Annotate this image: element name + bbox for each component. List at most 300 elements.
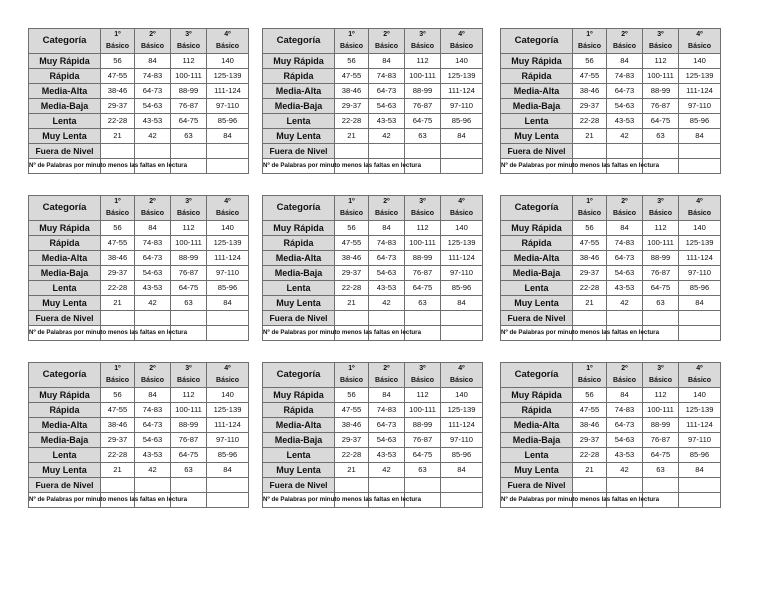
value-cell: 47-55 <box>335 236 369 251</box>
table-row <box>263 463 483 478</box>
grade-header-1 <box>101 363 135 388</box>
table-row <box>501 236 721 251</box>
category-label: Fuera de Nivel <box>501 144 573 159</box>
value-cell: 100-111 <box>405 236 441 251</box>
value-cell <box>335 144 369 159</box>
value-cell: 47-55 <box>101 69 135 84</box>
grade-ordinal: 2º <box>383 31 390 38</box>
category-label: Fuera de Nivel <box>501 478 573 493</box>
category-label: Muy Lenta <box>501 296 573 311</box>
category-label: Muy Lenta <box>501 129 573 144</box>
value-cell <box>607 311 643 326</box>
table-row <box>263 129 483 144</box>
category-label: Muy Lenta <box>29 296 101 311</box>
table-body <box>29 388 249 508</box>
empty-cell <box>679 493 721 508</box>
value-cell: 63 <box>171 129 207 144</box>
value-cell <box>369 144 405 159</box>
value-cell <box>101 144 135 159</box>
value-cell: 85-96 <box>441 448 483 463</box>
grade-level: Básico <box>688 43 711 50</box>
grade-header-3 <box>171 29 207 54</box>
value-cell: 43-53 <box>135 448 171 463</box>
grade-level: Básico <box>340 210 363 217</box>
table-body <box>263 221 483 341</box>
grade-header-4 <box>207 29 249 54</box>
value-cell: 38-46 <box>101 251 135 266</box>
value-cell: 84 <box>135 388 171 403</box>
grade-header-4 <box>207 196 249 221</box>
grade-header-1 <box>335 29 369 54</box>
value-cell: 88-99 <box>405 84 441 99</box>
table-row <box>29 114 249 129</box>
grade-ordinal: 2º <box>149 31 156 38</box>
value-cell: 47-55 <box>573 69 607 84</box>
value-cell: 64-75 <box>405 114 441 129</box>
value-cell: 88-99 <box>171 251 207 266</box>
value-cell: 54-63 <box>607 266 643 281</box>
grade-header-1 <box>335 363 369 388</box>
value-cell: 76-87 <box>171 266 207 281</box>
grade-level: Básico <box>216 377 239 384</box>
value-cell <box>679 478 721 493</box>
table-row <box>263 99 483 114</box>
grade-header-1 <box>573 363 607 388</box>
table-row <box>501 388 721 403</box>
value-cell: 56 <box>101 221 135 236</box>
table-row <box>263 403 483 418</box>
category-label: Muy Rápida <box>263 221 335 236</box>
table-row <box>263 84 483 99</box>
value-cell: 22-28 <box>573 281 607 296</box>
table-body <box>263 388 483 508</box>
value-cell: 56 <box>335 388 369 403</box>
footer-note: Nº de Palabras por minuto menos las faltas en lectura <box>263 493 335 508</box>
value-cell: 43-53 <box>607 114 643 129</box>
grade-ordinal: 1º <box>586 365 593 372</box>
grade-level: Básico <box>688 377 711 384</box>
value-cell: 84 <box>207 129 249 144</box>
value-cell: 111-124 <box>441 251 483 266</box>
value-cell: 112 <box>405 388 441 403</box>
table-row <box>29 418 249 433</box>
grade-ordinal: 3º <box>185 365 192 372</box>
footer-note: Nº de Palabras por minuto menos las faltas en lectura <box>29 159 101 174</box>
grade-header-1 <box>573 196 607 221</box>
value-cell: 56 <box>335 221 369 236</box>
value-cell: 64-75 <box>643 281 679 296</box>
grade-level: Básico <box>411 377 434 384</box>
value-cell: 125-139 <box>207 236 249 251</box>
grade-ordinal: 4º <box>224 198 231 205</box>
grade-header-3 <box>405 196 441 221</box>
value-cell: 97-110 <box>679 99 721 114</box>
table-row <box>501 281 721 296</box>
category-label: Muy Rápida <box>29 221 101 236</box>
value-cell: 74-83 <box>369 236 405 251</box>
reading-speed-table <box>28 362 249 508</box>
value-cell: 56 <box>101 388 135 403</box>
value-cell: 29-37 <box>101 266 135 281</box>
table-row <box>501 129 721 144</box>
header-row <box>263 29 483 54</box>
grade-level: Básico <box>106 377 129 384</box>
value-cell: 140 <box>679 221 721 236</box>
grade-header-2 <box>369 196 405 221</box>
value-cell: 47-55 <box>335 403 369 418</box>
value-cell <box>405 478 441 493</box>
value-cell: 63 <box>405 463 441 478</box>
value-cell: 22-28 <box>573 114 607 129</box>
table-row <box>501 114 721 129</box>
value-cell: 43-53 <box>607 448 643 463</box>
value-cell: 140 <box>207 54 249 69</box>
grade-level: Básico <box>649 210 672 217</box>
value-cell <box>101 311 135 326</box>
value-cell: 64-73 <box>135 418 171 433</box>
grade-level: Básico <box>141 43 164 50</box>
grade-level: Básico <box>340 377 363 384</box>
grade-header-3 <box>643 196 679 221</box>
footer-row <box>29 159 249 174</box>
value-cell: 84 <box>369 388 405 403</box>
value-cell <box>441 311 483 326</box>
value-cell: 76-87 <box>643 266 679 281</box>
value-cell: 84 <box>607 388 643 403</box>
grade-level: Básico <box>106 43 129 50</box>
category-label: Muy Lenta <box>263 296 335 311</box>
value-cell: 140 <box>441 54 483 69</box>
grade-ordinal: 1º <box>348 31 355 38</box>
value-cell: 85-96 <box>441 114 483 129</box>
grade-header-3 <box>405 363 441 388</box>
table-row <box>501 84 721 99</box>
value-cell <box>369 478 405 493</box>
table-row <box>263 266 483 281</box>
grade-ordinal: 3º <box>419 198 426 205</box>
table-body <box>29 54 249 174</box>
value-cell: 84 <box>207 296 249 311</box>
category-label: Rápida <box>501 69 573 84</box>
value-cell: 63 <box>405 129 441 144</box>
grade-header-2 <box>607 29 643 54</box>
value-cell <box>441 144 483 159</box>
value-cell: 140 <box>679 388 721 403</box>
value-cell: 84 <box>679 463 721 478</box>
value-cell: 42 <box>607 129 643 144</box>
value-cell: 125-139 <box>441 69 483 84</box>
value-cell: 76-87 <box>171 433 207 448</box>
value-cell: 97-110 <box>679 433 721 448</box>
footer-row <box>263 493 483 508</box>
category-label: Rápida <box>501 236 573 251</box>
value-cell: 84 <box>135 54 171 69</box>
value-cell <box>679 311 721 326</box>
category-header: Categoría <box>29 29 101 54</box>
category-label: Fuera de Nivel <box>29 311 101 326</box>
value-cell: 43-53 <box>135 114 171 129</box>
value-cell: 84 <box>369 221 405 236</box>
grade-level: Básico <box>216 210 239 217</box>
value-cell: 29-37 <box>573 266 607 281</box>
value-cell: 29-37 <box>335 266 369 281</box>
header-row <box>501 196 721 221</box>
value-cell: 63 <box>643 463 679 478</box>
value-cell <box>679 144 721 159</box>
value-cell: 111-124 <box>441 84 483 99</box>
table-row <box>501 54 721 69</box>
grade-header-3 <box>171 363 207 388</box>
grade-header-4 <box>441 29 483 54</box>
table-row <box>29 266 249 281</box>
table-row <box>501 296 721 311</box>
grade-level: Básico <box>450 210 473 217</box>
table-row <box>263 281 483 296</box>
value-cell: 47-55 <box>335 69 369 84</box>
grade-header-2 <box>607 196 643 221</box>
grade-header-4 <box>441 196 483 221</box>
grade-level: Básico <box>613 210 636 217</box>
value-cell: 21 <box>335 296 369 311</box>
value-cell <box>207 144 249 159</box>
value-cell: 56 <box>335 54 369 69</box>
value-cell: 29-37 <box>573 99 607 114</box>
grade-level: Básico <box>450 377 473 384</box>
value-cell: 74-83 <box>369 403 405 418</box>
value-cell: 85-96 <box>207 114 249 129</box>
value-cell <box>171 311 207 326</box>
category-header: Categoría <box>501 196 573 221</box>
category-label: Media-Baja <box>29 266 101 281</box>
value-cell: 84 <box>369 54 405 69</box>
value-cell: 85-96 <box>679 114 721 129</box>
value-cell <box>643 144 679 159</box>
value-cell: 125-139 <box>441 236 483 251</box>
value-cell: 112 <box>171 54 207 69</box>
value-cell: 43-53 <box>369 114 405 129</box>
table-body <box>263 54 483 174</box>
value-cell: 85-96 <box>441 281 483 296</box>
table-row <box>29 54 249 69</box>
value-cell <box>171 144 207 159</box>
value-cell: 88-99 <box>643 84 679 99</box>
grade-ordinal: 1º <box>348 365 355 372</box>
footer-note: Nº de Palabras por minuto menos las faltas en lectura <box>263 159 335 174</box>
category-label: Media-Baja <box>263 266 335 281</box>
value-cell: 84 <box>679 129 721 144</box>
value-cell: 47-55 <box>101 236 135 251</box>
value-cell: 97-110 <box>207 433 249 448</box>
value-cell <box>335 478 369 493</box>
value-cell: 63 <box>405 296 441 311</box>
grade-ordinal: 2º <box>383 198 390 205</box>
table-row <box>263 311 483 326</box>
value-cell <box>135 144 171 159</box>
value-cell: 42 <box>369 463 405 478</box>
value-cell: 64-73 <box>607 84 643 99</box>
value-cell: 74-83 <box>135 236 171 251</box>
table-row <box>501 251 721 266</box>
empty-cell <box>207 159 249 174</box>
grade-ordinal: 3º <box>185 31 192 38</box>
value-cell: 56 <box>573 388 607 403</box>
category-label: Fuera de Nivel <box>29 478 101 493</box>
value-cell: 112 <box>171 388 207 403</box>
grade-level: Básico <box>375 377 398 384</box>
category-label: Rápida <box>29 69 101 84</box>
value-cell <box>643 478 679 493</box>
value-cell: 21 <box>101 463 135 478</box>
value-cell: 140 <box>207 388 249 403</box>
value-cell: 100-111 <box>171 69 207 84</box>
value-cell: 54-63 <box>607 433 643 448</box>
grade-level: Básico <box>177 210 200 217</box>
value-cell: 21 <box>573 463 607 478</box>
grade-level: Básico <box>340 43 363 50</box>
value-cell: 112 <box>643 388 679 403</box>
value-cell: 38-46 <box>335 418 369 433</box>
grade-level: Básico <box>106 210 129 217</box>
grade-level: Básico <box>578 43 601 50</box>
reading-speed-table <box>28 195 249 341</box>
value-cell <box>405 311 441 326</box>
grade-ordinal: 4º <box>696 365 703 372</box>
value-cell: 54-63 <box>369 99 405 114</box>
value-cell: 85-96 <box>679 281 721 296</box>
value-cell: 42 <box>369 296 405 311</box>
value-cell: 54-63 <box>607 99 643 114</box>
grade-header-3 <box>643 363 679 388</box>
category-label: Lenta <box>263 114 335 129</box>
value-cell: 125-139 <box>679 236 721 251</box>
grade-header-4 <box>679 196 721 221</box>
value-cell: 42 <box>369 129 405 144</box>
category-label: Media-Alta <box>501 84 573 99</box>
value-cell: 74-83 <box>607 236 643 251</box>
grade-header-2 <box>369 29 405 54</box>
empty-cell <box>679 326 721 341</box>
value-cell: 64-73 <box>369 84 405 99</box>
category-label: Lenta <box>263 281 335 296</box>
table-body <box>501 388 721 508</box>
category-header: Categoría <box>29 363 101 388</box>
footer-note: Nº de Palabras por minuto menos las faltas en lectura <box>263 326 335 341</box>
value-cell: 54-63 <box>369 433 405 448</box>
value-cell: 38-46 <box>573 84 607 99</box>
value-cell: 47-55 <box>573 403 607 418</box>
value-cell: 74-83 <box>135 403 171 418</box>
value-cell: 84 <box>607 54 643 69</box>
grade-header-1 <box>101 196 135 221</box>
value-cell: 54-63 <box>135 433 171 448</box>
value-cell: 42 <box>135 129 171 144</box>
grade-level: Básico <box>141 210 164 217</box>
value-cell: 64-75 <box>171 448 207 463</box>
category-label: Lenta <box>501 114 573 129</box>
value-cell: 100-111 <box>171 403 207 418</box>
category-label: Fuera de Nivel <box>263 144 335 159</box>
value-cell: 74-83 <box>607 403 643 418</box>
table-row <box>29 236 249 251</box>
footer-note: Nº de Palabras por minuto menos las faltas en lectura <box>29 326 101 341</box>
value-cell: 43-53 <box>607 281 643 296</box>
category-label: Media-Baja <box>501 266 573 281</box>
value-cell: 22-28 <box>335 114 369 129</box>
table-row <box>501 403 721 418</box>
value-cell: 64-73 <box>135 251 171 266</box>
grade-ordinal: 3º <box>657 365 664 372</box>
grade-level: Básico <box>578 210 601 217</box>
value-cell: 111-124 <box>207 418 249 433</box>
table-row <box>501 463 721 478</box>
category-label: Fuera de Nivel <box>501 311 573 326</box>
empty-cell <box>207 493 249 508</box>
category-label: Lenta <box>29 114 101 129</box>
value-cell: 64-73 <box>135 84 171 99</box>
grade-header-2 <box>369 363 405 388</box>
value-cell: 100-111 <box>405 403 441 418</box>
table-row <box>501 266 721 281</box>
value-cell: 21 <box>573 129 607 144</box>
value-cell <box>573 478 607 493</box>
reading-speed-table <box>28 28 249 174</box>
value-cell: 21 <box>335 463 369 478</box>
category-label: Muy Lenta <box>263 129 335 144</box>
value-cell: 64-75 <box>405 281 441 296</box>
grade-ordinal: 4º <box>224 365 231 372</box>
empty-cell <box>207 326 249 341</box>
value-cell: 88-99 <box>405 251 441 266</box>
value-cell: 64-73 <box>369 418 405 433</box>
value-cell: 88-99 <box>643 251 679 266</box>
value-cell: 38-46 <box>573 418 607 433</box>
grade-ordinal: 4º <box>696 198 703 205</box>
value-cell: 140 <box>441 388 483 403</box>
grade-ordinal: 2º <box>621 198 628 205</box>
value-cell: 111-124 <box>441 418 483 433</box>
category-header: Categoría <box>29 196 101 221</box>
reading-speed-table <box>500 28 721 174</box>
value-cell: 76-87 <box>405 266 441 281</box>
table-row <box>501 418 721 433</box>
value-cell: 140 <box>679 54 721 69</box>
grade-level: Básico <box>141 377 164 384</box>
value-cell: 22-28 <box>101 281 135 296</box>
header-row <box>29 29 249 54</box>
table-row <box>29 69 249 84</box>
value-cell: 38-46 <box>573 251 607 266</box>
category-label: Fuera de Nivel <box>29 144 101 159</box>
grade-header-4 <box>679 29 721 54</box>
footer-row <box>501 159 721 174</box>
empty-cell <box>441 326 483 341</box>
value-cell: 29-37 <box>335 99 369 114</box>
value-cell: 100-111 <box>643 403 679 418</box>
value-cell: 140 <box>207 221 249 236</box>
value-cell: 56 <box>573 221 607 236</box>
category-label: Media-Alta <box>29 251 101 266</box>
grade-header-1 <box>573 29 607 54</box>
category-label: Media-Baja <box>263 433 335 448</box>
table-row <box>263 144 483 159</box>
value-cell <box>441 478 483 493</box>
grade-header-3 <box>171 196 207 221</box>
value-cell: 84 <box>441 129 483 144</box>
footer-note: Nº de Palabras por minuto menos las faltas en lectura <box>501 326 573 341</box>
category-label: Fuera de Nivel <box>263 311 335 326</box>
footer-row <box>501 326 721 341</box>
category-label: Muy Rápida <box>263 388 335 403</box>
